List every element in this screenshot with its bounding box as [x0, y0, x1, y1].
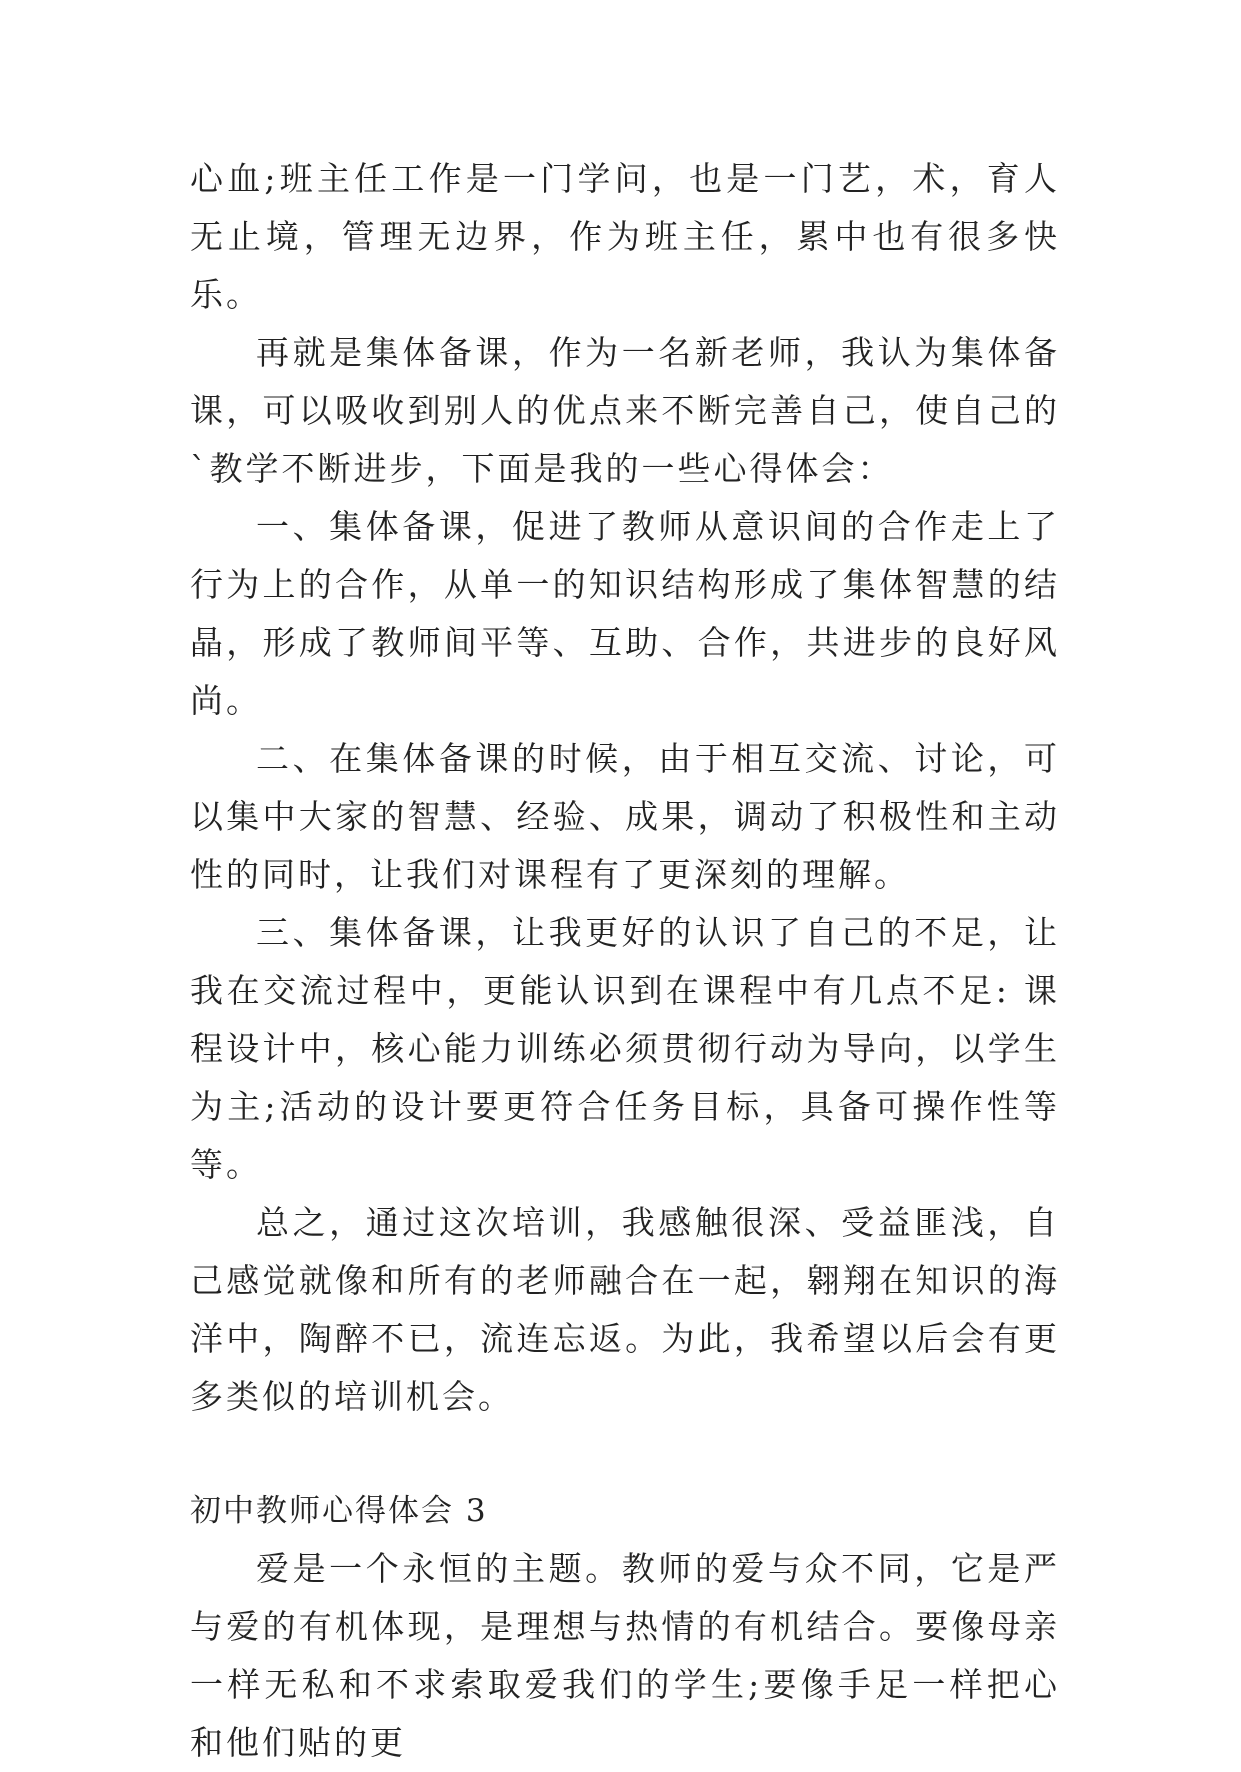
paragraph-point-two: 二、在集体备课的时候，由于相互交流、讨论，可以集中大家的智慧、经验、成果，调动了积极性和主动性的同时，让我们对课程有了更深刻的理解。: [190, 739, 1060, 894]
section-title: 初中教师心得体会 3: [190, 1493, 488, 1529]
paragraph-collective-lesson-prep: 再就是集体备课，作为一名新老师，我认为集体备课，可以吸收到别人的优点来不断完善自己，使自己的`教学不断进步，下面是我的一些心得体会：: [190, 333, 1060, 488]
paragraph-continuation: 心血;班主任工作是一门学问，也是一门艺，术，育人无止境，管理无边界，作为班主任，累中也有很多快乐。: [190, 159, 1060, 314]
paragraph-point-one: 一、集体备课，促进了教师从意识间的合作走上了行为上的合作，从单一的知识结构形成了集体智慧的结晶，形成了教师间平等、互助、合作，共进步的良好风尚。: [190, 507, 1060, 720]
paragraph-love-theme: 爱是一个永恒的主题。教师的爱与众不同，它是严与爱的有机体现，是理想与热情的有机结合。要像母亲一样无私和不求索取爱我们的学生;要像手足一样把心和他们贴的更: [190, 1549, 1060, 1762]
paragraph-conclusion: 总之，通过这次培训，我感触很深、受益匪浅，自己感觉就像和所有的老师融合在一起，翱翔在知识的海洋中，陶醉不已，流连忘返。为此，我希望以后会有更多类似的培训机会。: [190, 1203, 1060, 1416]
document-body: [190, 150, 1060, 1772]
paragraph-point-three: 三、集体备课，让我更好的认识了自己的不足，让我在交流过程中，更能认识到在课程中有几点不足: 课程设计中，核心能力训练必须贯彻行动为导向，以学生为主;活动的设计要更符合任务目标，具备可操作性等等。: [190, 913, 1060, 1184]
